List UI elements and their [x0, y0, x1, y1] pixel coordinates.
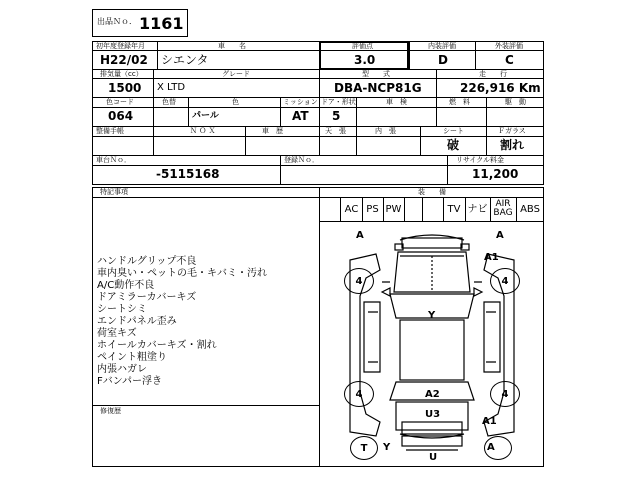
equipment-ps: PS	[366, 204, 379, 215]
mark-y-roof: Y	[428, 310, 436, 321]
value-model: DBA-NCP81G	[334, 81, 422, 95]
mark-a2-rear: A2	[425, 389, 440, 400]
note-item: エンドパネル歪み	[97, 316, 177, 327]
mark-a1-rear: A1	[482, 416, 497, 427]
value-score: 3.0	[354, 53, 376, 67]
equipment-tv: TV	[447, 204, 461, 215]
tire-rear-right: 4	[490, 381, 520, 407]
value-interior: D	[438, 53, 448, 67]
value-color-code: 064	[108, 109, 134, 123]
value-exterior: C	[505, 53, 514, 67]
grid-hline	[92, 78, 544, 79]
label-color-code: 色コード	[106, 98, 134, 106]
label-interior-trim: 内 張	[375, 127, 396, 135]
value-grade: X LTD	[157, 82, 186, 93]
value-displacement: 1500	[108, 81, 142, 95]
note-item: ホイールカバーキズ・割れ	[97, 340, 217, 351]
equipment-pw: PW	[385, 204, 402, 215]
label-doors: ドア・形状	[321, 98, 356, 106]
value-color: パール	[192, 111, 219, 121]
tire-rear-left: 4	[344, 381, 374, 407]
value-recycle-fee: 11,200	[472, 167, 519, 181]
value-doors: 5	[332, 109, 341, 123]
label-inspection: 車 検	[386, 98, 407, 106]
equipment-label: 装 備	[418, 188, 446, 196]
label-fglass: Ｆガラス	[498, 127, 526, 135]
mark-u3-rear: U3	[425, 409, 441, 420]
equipment-navi: ナビ	[467, 204, 488, 215]
label-registration: 初年度登録年月	[96, 42, 145, 50]
lot-number-label: 出品Ｎｏ．	[97, 17, 137, 26]
label-maintenance: 整備手帳	[96, 127, 124, 135]
spare-tire: T	[350, 436, 378, 460]
label-color-change: 色替	[162, 98, 176, 106]
equipment-abs: ABS	[520, 204, 540, 215]
car-diagram	[320, 222, 544, 467]
equipment-airbag: AIR BAG	[493, 199, 513, 218]
label-nox: Ｎ Ｏ Ｘ	[190, 127, 216, 135]
grid-hline	[92, 69, 544, 70]
lot-number: 1161	[139, 14, 184, 33]
tire-front-right: 4	[490, 268, 520, 294]
value-transmission: AT	[292, 109, 309, 123]
mark-u-bottom: U	[429, 452, 438, 463]
grid-hline	[92, 136, 544, 137]
grid-hline	[92, 107, 544, 108]
grid-hline	[92, 97, 544, 98]
value-registration: H22/02	[100, 53, 148, 67]
mark-a1-top: A1	[484, 252, 499, 263]
label-seat: シート	[443, 127, 464, 135]
grid-hline	[92, 50, 544, 51]
label-mileage: 走 行	[479, 70, 507, 78]
note-item: 車内臭い・ペットの毛・キバミ・汚れ	[97, 268, 267, 279]
equipment-ac: AC	[344, 204, 359, 215]
label-car-name: 車 名	[218, 42, 246, 50]
value-fglass: 割れ	[500, 138, 525, 152]
label-chassis: 車台Ｎｏ．	[96, 156, 131, 164]
repair-label: 修復歴	[100, 407, 121, 415]
value-car-name: シエンタ	[161, 53, 209, 67]
label-recycle-fee: リサイクル料金	[456, 156, 505, 164]
note-item: シートシミ	[97, 304, 147, 315]
note-item: A/C動作不良	[97, 280, 155, 291]
label-registration-no: 登録Ｎｏ．	[284, 156, 319, 164]
mark-a-bottom: A	[487, 442, 495, 453]
label-history: 車 歴	[262, 127, 283, 135]
mark-a-top-left: A	[356, 230, 364, 241]
label-model: 型 式	[362, 70, 390, 78]
value-chassis: -5115168	[156, 167, 220, 181]
note-item: ハンドルグリップ不良	[97, 256, 197, 267]
label-color: 色	[232, 98, 239, 106]
label-displacement: 排気量（cc）	[100, 70, 143, 78]
lot-number-box	[92, 9, 188, 37]
label-headliner: 天 張	[325, 127, 346, 135]
label-grade: グレード	[222, 70, 250, 78]
note-item: ペイント粗塗り	[97, 352, 167, 363]
note-item: ドアミラーカバーキズ	[97, 292, 197, 303]
note-item: 内張ハガレ	[97, 364, 147, 375]
label-exterior: 外装評価	[495, 42, 523, 50]
label-interior: 内装評価	[428, 42, 456, 50]
bottom-right-circle	[484, 436, 512, 460]
label-transmission: ミッション	[283, 98, 318, 106]
label-score: 評価点	[352, 42, 373, 50]
label-fuel: 燃 料	[449, 98, 470, 106]
note-item: Fバンパー浮き	[97, 376, 163, 387]
mark-a-top-right: A	[496, 230, 504, 241]
grid-hline	[92, 126, 544, 127]
note-item: 荷室キズ	[97, 328, 137, 339]
value-seat: 破	[447, 138, 460, 152]
mark-y-bottom: Y	[383, 442, 391, 453]
grid-hline	[92, 165, 544, 166]
tire-front-left: 4	[344, 268, 374, 294]
notes-label: 特記事項	[100, 188, 128, 196]
value-mileage: 226,916 Km	[460, 81, 541, 95]
label-drive: 駆 動	[505, 98, 526, 106]
